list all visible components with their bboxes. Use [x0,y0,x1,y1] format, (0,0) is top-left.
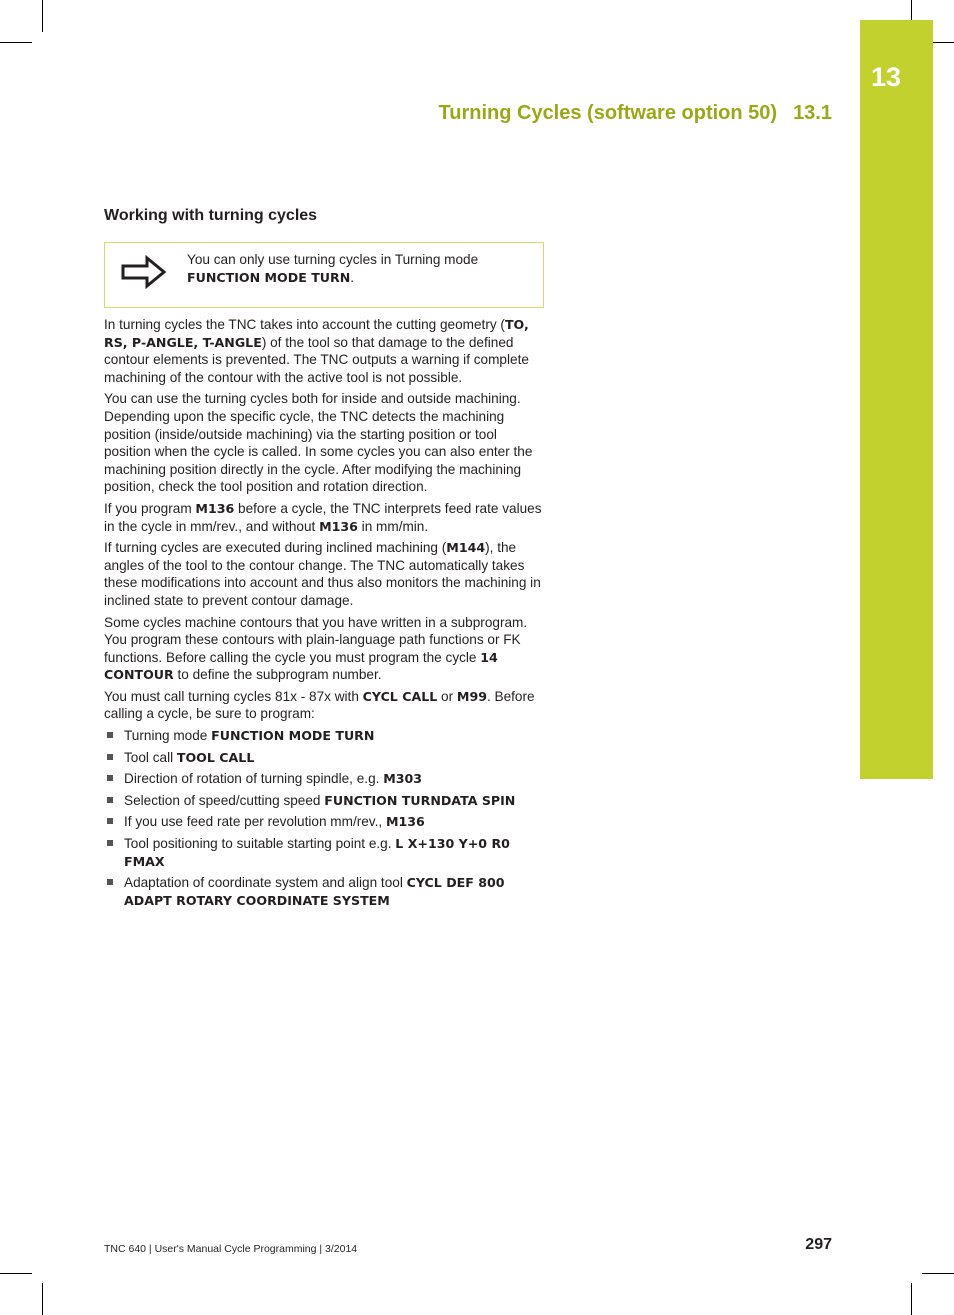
running-header [439,102,833,125]
bullet-square-icon [107,797,113,803]
paragraph: If turning cycles are executed during inclined machining (M144), the angles of the tool to the contour change. The TNC automatically takes these modifications into account and thus also monitors the machining in inclined state to prevent contour damage. [104,540,541,608]
bullet-square-icon [107,879,113,885]
bullet-square-icon [107,818,113,824]
list-item: Direction of rotation of turning spindle, e.g. M303 [104,770,544,788]
list-item: Adaptation of coordinate system and align tool CYCL DEF 800 ADAPT ROTARY COORDINATE SYSTEM [104,874,544,909]
note-text-plain: You can only use turning cycles in Turning mode [187,252,479,267]
note-box [104,242,544,308]
crop-mark [42,1283,43,1315]
crop-mark [0,42,32,43]
list-item: Selection of speed/cutting speed FUNCTION TURNDATA SPIN [104,792,544,810]
crop-mark [911,0,912,20]
note-text-keyword: FUNCTION MODE TURN [187,269,351,285]
bullet-square-icon [107,840,113,846]
paragraph: In turning cycles the TNC takes into account the cutting geometry (TO, RS, P-ANGLE, T-ANGLE) of the tool so that damage to the defined contour elements is prevented. The TNC outputs a warning if complete machining of the contour with the active tool is not possible. [104,317,529,385]
paragraph: If you program M136 before a cycle, the TNC interprets feed rate values in the cycle in mm/rev., and without M136 in mm/min. [104,500,542,534]
note-text [187,251,532,286]
list-item: If you use feed rate per revolution mm/rev., M136 [104,813,544,831]
crop-mark [0,1273,32,1274]
list-item: Turning mode FUNCTION MODE TURN [104,727,544,745]
crop-mark [911,1283,912,1315]
crop-mark [42,0,43,32]
paragraph: Some cycles machine contours that you have written in a subprogram. You program these contours with plain-language path functions or FK functions. Before calling the cycle you must program the cycle 14 CONTOUR to define the subprogram number. [104,614,528,683]
chapter-tab [860,20,933,779]
bullet-square-icon [107,732,113,738]
crop-mark [922,1273,954,1274]
list-item: Tool call TOOL CALL [104,749,544,767]
header-section: 13.1 [793,102,832,124]
header-title: Turning Cycles (software option 50) [438,102,778,124]
page-number: 297 [805,1236,832,1253]
bullet-square-icon [107,775,113,781]
section-heading: Working with turning cycles [104,207,318,224]
note-text-end: . [350,269,355,285]
arrow-right-icon [121,255,167,289]
bullet-square-icon [107,754,113,760]
list-item: Tool positioning to suitable starting point e.g. L X+130 Y+0 R0 FMAX [104,835,544,870]
paragraph: You must call turning cycles 81x - 87x with CYCL CALL or M99. Before calling a cycle, be sure to program: [104,688,535,722]
requirements-list [104,727,544,909]
paragraph: You can use the turning cycles both for inside and outside machining. Depending upon the specific cycle, the TNC detects the machining position (inside/outside machining) via the starting position or tool position when the cycle is called. In some cycles you can also enter the machining position directly in the cycle. After modifying the machining position, check the tool position and rotation direction. [104,391,533,495]
footer-info: TNC 640 | User's Manual Cycle Programming | 3/2014 [104,1243,358,1255]
main-content [104,205,544,913]
chapter-number: 13 [870,62,902,92]
